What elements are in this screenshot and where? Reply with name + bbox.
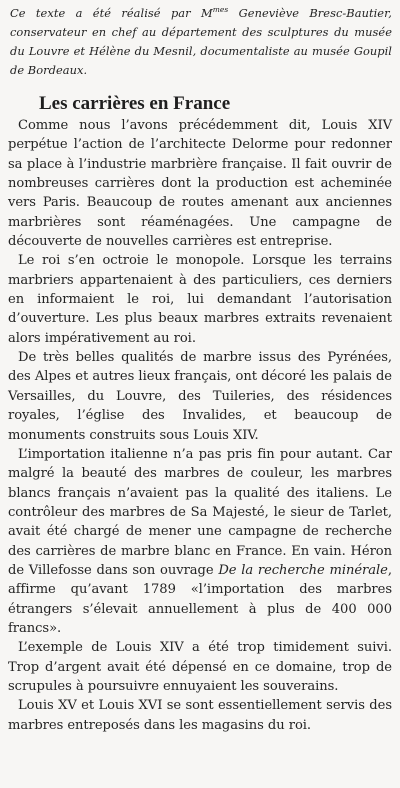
paragraph-1: Comme nous l’avons précédemment dit, Louis XIV perpétue l’action de l’architecte Delorme pour redonner sa place à l’industrie marbrière française. Il fait ouvrir de nombreuses carrières dont la production est acheminée vers Paris. Beaucoup de routes amenant aux anciennes marbrières sont réaménagées. Une campagne de découverte de nouvelles carrières est entreprise. bbox=[8, 118, 392, 250]
paragraph-5: L’exemple de Louis XIV a été trop timidement suivi. Trop d’argent avait été dépensé en ce domaine, trop de scrupules à poursuivre ennuyaient les souverains. bbox=[8, 640, 392, 694]
paragraph-4 bbox=[8, 445, 392, 638]
paragraph-4-text-start: L’importation italienne n’a pas pris fin pour autant. Car malgré la beauté des marbres de couleur, les marbres blancs français n’avaient pas la qualité des italiens. Le contrôleur des marbres de Sa Majesté, le sieur de Tarlet, avait été chargé de mener une campagne de recherche des carrières de marbre blanc en France. En vain. Héron de Villefosse dans son ouvrage bbox=[8, 446, 392, 578]
credit-superscript: mes bbox=[212, 5, 229, 15]
paragraph-4-text-end: , affirme qu’avant 1789 «l’importation des marbres étrangers s’élevait annuellement à plus de 400 000 francs». bbox=[8, 562, 392, 636]
paragraph-6: Louis XV et Louis XVI se sont essentiellement servis des marbres entreposés dans les magasins du roi. bbox=[8, 698, 392, 733]
credit-text-start: Ce texte a été réalisé par M bbox=[10, 6, 213, 20]
section-title: Les carrières en France bbox=[39, 93, 231, 114]
credit-note bbox=[10, 4, 392, 80]
credit-text-end: Geneviève Bresc-Bautier, conservateur en chef au département des sculptures du musée du Louvre et Hélène du Mesnil, documentaliste au musée Goupil de Bordeaux. bbox=[10, 6, 392, 77]
book-title: De la recherche minérale bbox=[218, 562, 388, 578]
paragraph-3: De très belles qualités de marbre issus des Pyrénées, des Alpes et autres lieux français, ont décoré les palais de Versailles, du Louvre, des Tuileries, des résidences royales, l’église des Invalides, et beaucoup de monuments construits sous Louis XIV. bbox=[8, 350, 392, 443]
paragraph-2: Le roi s’en octroie le monopole. Lorsque les terrains marbriers appartenaient à des particuliers, ces derniers en informaient le roi, lui demandant l’autorisation d’ouverture. Les plus beaux marbres extraits revenaient alors impérativement au roi. bbox=[8, 253, 392, 346]
